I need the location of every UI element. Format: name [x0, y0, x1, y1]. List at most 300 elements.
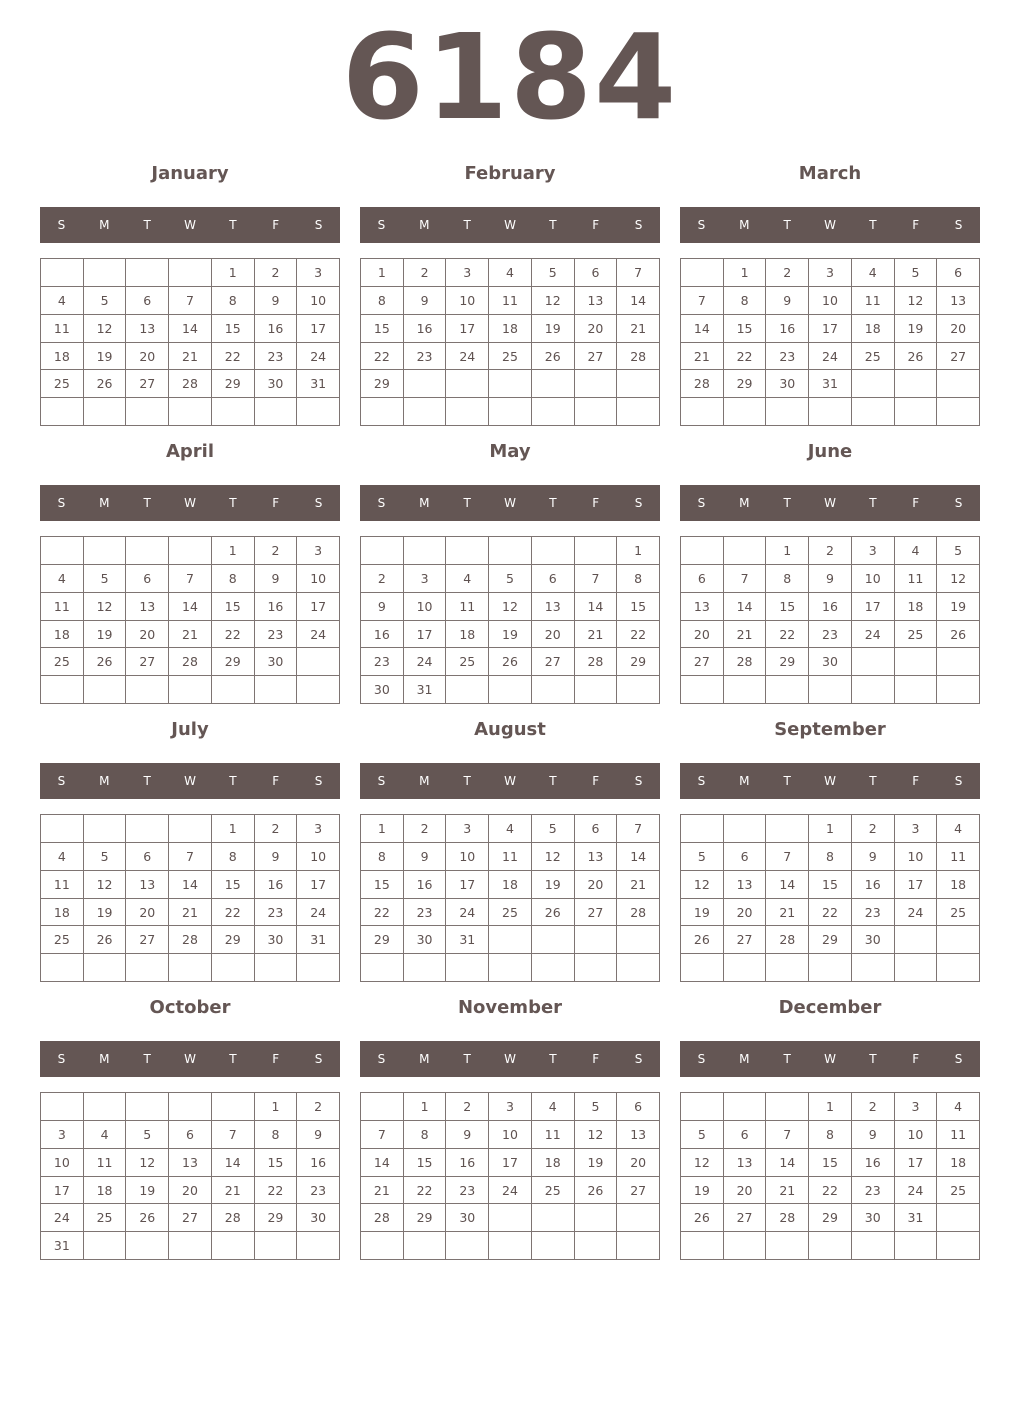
- empty-day-cell: [404, 370, 447, 398]
- day-cell: 5: [895, 259, 938, 287]
- day-cell: 29: [809, 1204, 852, 1232]
- day-cell: 13: [724, 1149, 767, 1177]
- weekday-label: F: [912, 218, 920, 232]
- weekday-label: W: [184, 218, 196, 232]
- day-cell: 8: [255, 1121, 298, 1149]
- day-cell: 9: [297, 1121, 340, 1149]
- day-cell: 29: [617, 648, 660, 676]
- empty-day-cell: [724, 1232, 767, 1260]
- day-cell: 18: [41, 899, 84, 927]
- day-cell: 25: [489, 899, 532, 927]
- day-cell: 20: [532, 621, 575, 649]
- weekday-label: S: [314, 1052, 323, 1066]
- day-cell: 5: [84, 287, 127, 315]
- empty-day-cell: [489, 954, 532, 982]
- day-cell: 23: [809, 621, 852, 649]
- day-cell: 17: [895, 871, 938, 899]
- day-cell: 6: [724, 1121, 767, 1149]
- day-cell: 8: [809, 1121, 852, 1149]
- day-cell: 17: [852, 593, 895, 621]
- empty-day-cell: [532, 926, 575, 954]
- empty-day-cell: [489, 1204, 532, 1232]
- day-cell: 25: [41, 370, 84, 398]
- weekday-header: [360, 485, 660, 521]
- day-cell: 1: [361, 259, 404, 287]
- empty-day-cell: [809, 676, 852, 704]
- day-cell: 8: [724, 287, 767, 315]
- day-cell: 5: [84, 565, 127, 593]
- day-cell: 18: [446, 621, 489, 649]
- day-cell: 25: [937, 1177, 980, 1205]
- weekday-label: F: [592, 774, 600, 788]
- day-cell: 17: [895, 1149, 938, 1177]
- day-cell: 11: [41, 593, 84, 621]
- weekday-label: S: [954, 1052, 963, 1066]
- day-cell: 8: [361, 287, 404, 315]
- day-cell: 18: [532, 1149, 575, 1177]
- day-cell: 2: [361, 565, 404, 593]
- weekday-label: W: [184, 1052, 196, 1066]
- empty-day-cell: [255, 954, 298, 982]
- day-cell: 24: [297, 899, 340, 927]
- weekday-header: [360, 763, 660, 799]
- day-cell: 3: [895, 1093, 938, 1121]
- day-cell: 12: [489, 593, 532, 621]
- month-name: August: [474, 719, 546, 740]
- weekday-label: T: [549, 1052, 557, 1066]
- day-grid: [360, 258, 660, 426]
- weekday-label: W: [824, 496, 836, 510]
- day-cell: 14: [766, 1149, 809, 1177]
- day-cell: 6: [575, 815, 618, 843]
- day-cell: 16: [255, 871, 298, 899]
- day-cell: 21: [575, 621, 618, 649]
- weekday-header: [680, 485, 980, 521]
- empty-day-cell: [532, 1232, 575, 1260]
- day-cell: 29: [724, 370, 767, 398]
- day-cell: 21: [766, 899, 809, 927]
- day-cell: 14: [766, 871, 809, 899]
- empty-day-cell: [809, 954, 852, 982]
- day-cell: 4: [937, 815, 980, 843]
- day-cell: 19: [937, 593, 980, 621]
- day-cell: 28: [169, 926, 212, 954]
- weekday-label: T: [143, 1052, 151, 1066]
- day-cell: 24: [809, 343, 852, 371]
- day-cell: 31: [41, 1232, 84, 1260]
- weekday-label: T: [463, 218, 471, 232]
- day-cell: 3: [809, 259, 852, 287]
- day-cell: 23: [766, 343, 809, 371]
- empty-day-cell: [255, 676, 298, 704]
- empty-day-cell: [575, 1232, 618, 1260]
- day-cell: 17: [297, 593, 340, 621]
- day-cell: 17: [297, 871, 340, 899]
- weekday-label: T: [463, 1052, 471, 1066]
- empty-day-cell: [361, 398, 404, 426]
- day-cell: 12: [937, 565, 980, 593]
- day-cell: 19: [532, 315, 575, 343]
- weekday-label: T: [549, 496, 557, 510]
- empty-day-cell: [126, 1093, 169, 1121]
- day-cell: 16: [852, 1149, 895, 1177]
- weekday-header: [680, 1041, 980, 1077]
- day-cell: 27: [617, 1177, 660, 1205]
- day-cell: 16: [766, 315, 809, 343]
- empty-day-cell: [895, 398, 938, 426]
- weekday-label: W: [504, 1052, 516, 1066]
- empty-day-cell: [937, 954, 980, 982]
- day-cell: 30: [255, 648, 298, 676]
- day-cell: 7: [169, 287, 212, 315]
- weekday-label: T: [463, 496, 471, 510]
- empty-day-cell: [126, 676, 169, 704]
- empty-day-cell: [212, 1232, 255, 1260]
- day-cell: 6: [532, 565, 575, 593]
- day-cell: 18: [489, 315, 532, 343]
- weekday-label: S: [314, 774, 323, 788]
- day-cell: 26: [937, 621, 980, 649]
- day-cell: 14: [212, 1149, 255, 1177]
- day-cell: 28: [169, 370, 212, 398]
- empty-day-cell: [532, 1204, 575, 1232]
- weekday-label: F: [912, 1052, 920, 1066]
- empty-day-cell: [41, 398, 84, 426]
- day-cell: 28: [617, 899, 660, 927]
- day-cell: 30: [852, 1204, 895, 1232]
- day-cell: 24: [446, 899, 489, 927]
- day-cell: 1: [212, 815, 255, 843]
- weekday-label: T: [229, 1052, 237, 1066]
- day-cell: 18: [937, 1149, 980, 1177]
- weekday-header: [680, 763, 980, 799]
- day-grid: [40, 814, 340, 982]
- empty-day-cell: [297, 648, 340, 676]
- empty-day-cell: [617, 954, 660, 982]
- empty-day-cell: [489, 398, 532, 426]
- empty-day-cell: [446, 537, 489, 565]
- day-cell: 10: [809, 287, 852, 315]
- day-cell: 1: [361, 815, 404, 843]
- day-cell: 15: [212, 315, 255, 343]
- day-cell: 31: [404, 676, 447, 704]
- day-cell: 1: [212, 537, 255, 565]
- day-cell: 3: [446, 259, 489, 287]
- day-cell: 1: [766, 537, 809, 565]
- day-cell: 25: [852, 343, 895, 371]
- weekday-label: T: [783, 218, 791, 232]
- day-cell: 29: [212, 648, 255, 676]
- day-cell: 9: [852, 1121, 895, 1149]
- empty-day-cell: [575, 954, 618, 982]
- day-cell: 24: [489, 1177, 532, 1205]
- empty-day-cell: [852, 370, 895, 398]
- day-cell: 15: [724, 315, 767, 343]
- day-cell: 12: [84, 315, 127, 343]
- day-cell: 17: [446, 315, 489, 343]
- day-cell: 4: [532, 1093, 575, 1121]
- day-cell: 3: [297, 815, 340, 843]
- empty-day-cell: [84, 1232, 127, 1260]
- day-cell: 13: [681, 593, 724, 621]
- day-cell: 24: [895, 899, 938, 927]
- day-grid: [40, 258, 340, 426]
- day-cell: 13: [575, 287, 618, 315]
- empty-day-cell: [297, 954, 340, 982]
- day-cell: 2: [766, 259, 809, 287]
- day-cell: 26: [84, 926, 127, 954]
- day-cell: 27: [126, 926, 169, 954]
- weekday-label: W: [184, 774, 196, 788]
- weekday-label: M: [419, 218, 430, 232]
- day-cell: 20: [126, 899, 169, 927]
- weekday-header: [40, 207, 340, 243]
- weekday-label: S: [377, 1052, 386, 1066]
- day-cell: 24: [404, 648, 447, 676]
- day-cell: 18: [895, 593, 938, 621]
- day-cell: 15: [255, 1149, 298, 1177]
- day-cell: 9: [809, 565, 852, 593]
- day-cell: 29: [809, 926, 852, 954]
- day-cell: 12: [681, 871, 724, 899]
- day-cell: 1: [255, 1093, 298, 1121]
- weekday-label: S: [697, 218, 706, 232]
- day-cell: 8: [212, 843, 255, 871]
- day-cell: 6: [126, 565, 169, 593]
- empty-day-cell: [724, 537, 767, 565]
- empty-day-cell: [126, 1232, 169, 1260]
- day-cell: 13: [126, 593, 169, 621]
- weekday-label: W: [504, 218, 516, 232]
- month-name: March: [798, 163, 862, 184]
- day-cell: 6: [681, 565, 724, 593]
- day-cell: 29: [212, 370, 255, 398]
- empty-day-cell: [937, 398, 980, 426]
- day-cell: 22: [212, 899, 255, 927]
- day-cell: 30: [361, 676, 404, 704]
- empty-day-cell: [532, 676, 575, 704]
- empty-day-cell: [575, 370, 618, 398]
- empty-day-cell: [212, 398, 255, 426]
- empty-day-cell: [532, 370, 575, 398]
- day-cell: 12: [126, 1149, 169, 1177]
- weekday-label: T: [229, 496, 237, 510]
- weekday-label: T: [869, 218, 877, 232]
- empty-day-cell: [84, 815, 127, 843]
- day-cell: 16: [255, 593, 298, 621]
- day-cell: 22: [617, 621, 660, 649]
- empty-day-cell: [895, 676, 938, 704]
- day-cell: 6: [617, 1093, 660, 1121]
- empty-day-cell: [169, 815, 212, 843]
- empty-day-cell: [895, 648, 938, 676]
- day-cell: 30: [255, 926, 298, 954]
- empty-day-cell: [681, 398, 724, 426]
- day-cell: 28: [169, 648, 212, 676]
- weekday-label: S: [377, 774, 386, 788]
- day-cell: 24: [852, 621, 895, 649]
- empty-day-cell: [809, 1232, 852, 1260]
- day-cell: 4: [84, 1121, 127, 1149]
- empty-day-cell: [41, 537, 84, 565]
- day-cell: 8: [809, 843, 852, 871]
- day-cell: 13: [617, 1121, 660, 1149]
- day-grid: [680, 536, 980, 704]
- day-cell: 19: [126, 1177, 169, 1205]
- day-cell: 4: [446, 565, 489, 593]
- empty-day-cell: [169, 954, 212, 982]
- day-cell: 23: [404, 343, 447, 371]
- empty-day-cell: [852, 648, 895, 676]
- day-cell: 25: [937, 899, 980, 927]
- day-cell: 2: [297, 1093, 340, 1121]
- empty-day-cell: [41, 815, 84, 843]
- day-cell: 11: [41, 871, 84, 899]
- empty-day-cell: [617, 398, 660, 426]
- day-cell: 28: [575, 648, 618, 676]
- empty-day-cell: [724, 398, 767, 426]
- weekday-label: F: [592, 1052, 600, 1066]
- weekday-label: S: [954, 774, 963, 788]
- empty-day-cell: [532, 954, 575, 982]
- day-cell: 25: [489, 343, 532, 371]
- day-cell: 18: [84, 1177, 127, 1205]
- day-grid: [680, 814, 980, 982]
- empty-day-cell: [212, 1093, 255, 1121]
- day-cell: 28: [766, 1204, 809, 1232]
- weekday-label: F: [592, 496, 600, 510]
- day-cell: 21: [617, 871, 660, 899]
- weekday-label: S: [634, 1052, 643, 1066]
- weekday-label: M: [419, 1052, 430, 1066]
- day-cell: 31: [446, 926, 489, 954]
- empty-day-cell: [255, 1232, 298, 1260]
- empty-day-cell: [937, 1232, 980, 1260]
- day-cell: 8: [766, 565, 809, 593]
- weekday-label: M: [99, 496, 110, 510]
- day-cell: 8: [404, 1121, 447, 1149]
- day-cell: 29: [212, 926, 255, 954]
- empty-day-cell: [489, 537, 532, 565]
- empty-day-cell: [126, 537, 169, 565]
- day-cell: 2: [852, 1093, 895, 1121]
- empty-day-cell: [575, 537, 618, 565]
- day-cell: 20: [724, 1177, 767, 1205]
- day-cell: 11: [446, 593, 489, 621]
- day-cell: 26: [681, 926, 724, 954]
- day-cell: 15: [809, 871, 852, 899]
- empty-day-cell: [937, 926, 980, 954]
- day-cell: 18: [41, 621, 84, 649]
- empty-day-cell: [681, 259, 724, 287]
- month-name: November: [457, 997, 563, 1018]
- day-cell: 2: [852, 815, 895, 843]
- day-cell: 15: [617, 593, 660, 621]
- day-cell: 17: [489, 1149, 532, 1177]
- day-cell: 10: [41, 1149, 84, 1177]
- day-cell: 10: [297, 843, 340, 871]
- day-cell: 15: [361, 871, 404, 899]
- weekday-header: [360, 207, 660, 243]
- day-cell: 31: [297, 926, 340, 954]
- month-name: April: [165, 441, 215, 462]
- day-cell: 17: [41, 1177, 84, 1205]
- empty-day-cell: [126, 815, 169, 843]
- day-cell: 13: [126, 871, 169, 899]
- day-cell: 23: [852, 1177, 895, 1205]
- empty-day-cell: [212, 954, 255, 982]
- weekday-label: T: [143, 496, 151, 510]
- empty-day-cell: [84, 676, 127, 704]
- weekday-label: T: [143, 218, 151, 232]
- day-cell: 5: [532, 815, 575, 843]
- day-cell: 19: [532, 871, 575, 899]
- month-name: October: [149, 997, 231, 1018]
- day-cell: 26: [84, 370, 127, 398]
- day-cell: 7: [169, 565, 212, 593]
- empty-day-cell: [404, 1232, 447, 1260]
- empty-day-cell: [724, 954, 767, 982]
- day-cell: 19: [895, 315, 938, 343]
- day-cell: 20: [575, 315, 618, 343]
- day-cell: 14: [361, 1149, 404, 1177]
- day-cell: 7: [724, 565, 767, 593]
- day-cell: 2: [404, 259, 447, 287]
- day-cell: 20: [126, 621, 169, 649]
- empty-day-cell: [169, 1232, 212, 1260]
- day-cell: 24: [297, 621, 340, 649]
- day-cell: 24: [895, 1177, 938, 1205]
- weekday-label: T: [869, 774, 877, 788]
- weekday-label: S: [57, 496, 66, 510]
- day-cell: 23: [255, 343, 298, 371]
- day-cell: 21: [617, 315, 660, 343]
- weekday-label: S: [697, 774, 706, 788]
- empty-day-cell: [724, 676, 767, 704]
- day-cell: 21: [681, 343, 724, 371]
- empty-day-cell: [681, 1232, 724, 1260]
- day-cell: 27: [126, 370, 169, 398]
- day-cell: 26: [84, 648, 127, 676]
- weekday-label: S: [314, 496, 323, 510]
- empty-day-cell: [297, 1232, 340, 1260]
- day-cell: 2: [809, 537, 852, 565]
- day-cell: 8: [212, 287, 255, 315]
- weekday-label: M: [99, 774, 110, 788]
- empty-day-cell: [361, 537, 404, 565]
- empty-day-cell: [446, 370, 489, 398]
- day-cell: 30: [852, 926, 895, 954]
- day-cell: 13: [724, 871, 767, 899]
- day-cell: 16: [446, 1149, 489, 1177]
- weekday-label: S: [697, 1052, 706, 1066]
- weekday-label: W: [824, 1052, 836, 1066]
- empty-day-cell: [255, 398, 298, 426]
- day-cell: 23: [852, 899, 895, 927]
- day-cell: 18: [41, 343, 84, 371]
- day-cell: 7: [681, 287, 724, 315]
- month-name: January: [151, 163, 229, 184]
- day-cell: 27: [532, 648, 575, 676]
- day-cell: 12: [532, 287, 575, 315]
- empty-day-cell: [41, 1093, 84, 1121]
- day-cell: 27: [169, 1204, 212, 1232]
- day-cell: 16: [361, 621, 404, 649]
- empty-day-cell: [575, 1204, 618, 1232]
- day-cell: 7: [361, 1121, 404, 1149]
- weekday-label: S: [954, 496, 963, 510]
- day-cell: 14: [681, 315, 724, 343]
